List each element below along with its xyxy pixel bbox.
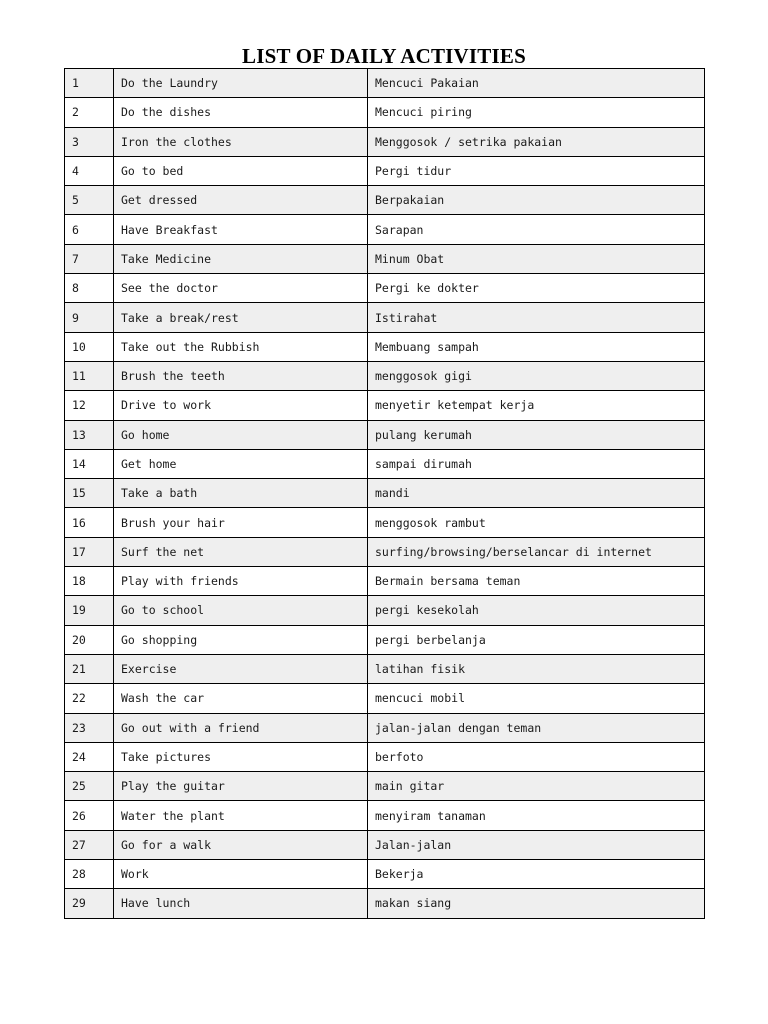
row-number-cell: 21	[65, 654, 114, 683]
indonesian-translation-cell: Jalan-jalan	[368, 830, 705, 859]
table-row	[65, 98, 705, 127]
activities-table-body	[65, 69, 705, 919]
table-row	[65, 449, 705, 478]
page-title: LIST OF DAILY ACTIVITIES	[242, 44, 526, 68]
indonesian-translation-cell: sampai dirumah	[368, 449, 705, 478]
indonesian-translation-cell: main gitar	[368, 772, 705, 801]
indonesian-translation-cell: surfing/browsing/berselancar di internet	[368, 537, 705, 566]
row-number-cell: 22	[65, 684, 114, 713]
table-row	[65, 684, 705, 713]
indonesian-translation-cell: Sarapan	[368, 215, 705, 244]
indonesian-translation-cell: mandi	[368, 479, 705, 508]
row-number-cell: 3	[65, 127, 114, 156]
row-number-cell: 4	[65, 156, 114, 185]
indonesian-translation-cell: pergi berbelanja	[368, 625, 705, 654]
indonesian-translation-cell: Mencuci piring	[368, 98, 705, 127]
table-row	[65, 567, 705, 596]
table-row	[65, 215, 705, 244]
english-activity-cell: Go for a walk	[114, 830, 368, 859]
english-activity-cell: Go shopping	[114, 625, 368, 654]
indonesian-translation-cell: menyiram tanaman	[368, 801, 705, 830]
english-activity-cell: Take a bath	[114, 479, 368, 508]
row-number-cell: 16	[65, 508, 114, 537]
english-activity-cell: Work	[114, 860, 368, 889]
table-row	[65, 772, 705, 801]
row-number-cell: 12	[65, 391, 114, 420]
english-activity-cell: Play with friends	[114, 567, 368, 596]
table-row	[65, 303, 705, 332]
english-activity-cell: Brush your hair	[114, 508, 368, 537]
english-activity-cell: Surf the net	[114, 537, 368, 566]
table-row	[65, 654, 705, 683]
row-number-cell: 13	[65, 420, 114, 449]
english-activity-cell: Wash the car	[114, 684, 368, 713]
row-number-cell: 1	[65, 69, 114, 98]
indonesian-translation-cell: Pergi tidur	[368, 156, 705, 185]
english-activity-cell: Drive to work	[114, 391, 368, 420]
table-row	[65, 860, 705, 889]
table-row	[65, 127, 705, 156]
row-number-cell: 26	[65, 801, 114, 830]
indonesian-translation-cell: berfoto	[368, 742, 705, 771]
row-number-cell: 18	[65, 567, 114, 596]
table-row	[65, 830, 705, 859]
row-number-cell: 10	[65, 332, 114, 361]
english-activity-cell: Take Medicine	[114, 244, 368, 273]
english-activity-cell: Take pictures	[114, 742, 368, 771]
row-number-cell: 5	[65, 186, 114, 215]
english-activity-cell: Get dressed	[114, 186, 368, 215]
row-number-cell: 14	[65, 449, 114, 478]
english-activity-cell: Have lunch	[114, 889, 368, 918]
indonesian-translation-cell: mencuci mobil	[368, 684, 705, 713]
indonesian-translation-cell: Membuang sampah	[368, 332, 705, 361]
indonesian-translation-cell: Istirahat	[368, 303, 705, 332]
english-activity-cell: Take a break/rest	[114, 303, 368, 332]
indonesian-translation-cell: Mencuci Pakaian	[368, 69, 705, 98]
row-number-cell: 6	[65, 215, 114, 244]
indonesian-translation-cell: pulang kerumah	[368, 420, 705, 449]
row-number-cell: 25	[65, 772, 114, 801]
english-activity-cell: Exercise	[114, 654, 368, 683]
table-row	[65, 274, 705, 303]
table-row	[65, 156, 705, 185]
english-activity-cell: Have Breakfast	[114, 215, 368, 244]
table-row	[65, 479, 705, 508]
indonesian-translation-cell: latihan fisik	[368, 654, 705, 683]
english-activity-cell: Take out the Rubbish	[114, 332, 368, 361]
indonesian-translation-cell: Menggosok / setrika pakaian	[368, 127, 705, 156]
table-row	[65, 186, 705, 215]
table-row	[65, 713, 705, 742]
table-row	[65, 69, 705, 98]
english-activity-cell: See the doctor	[114, 274, 368, 303]
indonesian-translation-cell: menggosok gigi	[368, 361, 705, 390]
indonesian-translation-cell: menyetir ketempat kerja	[368, 391, 705, 420]
indonesian-translation-cell: Bekerja	[368, 860, 705, 889]
indonesian-translation-cell: Bermain bersama teman	[368, 567, 705, 596]
english-activity-cell: Go to school	[114, 596, 368, 625]
english-activity-cell: Do the dishes	[114, 98, 368, 127]
row-number-cell: 9	[65, 303, 114, 332]
indonesian-translation-cell: menggosok rambut	[368, 508, 705, 537]
row-number-cell: 19	[65, 596, 114, 625]
table-row	[65, 391, 705, 420]
english-activity-cell: Go to bed	[114, 156, 368, 185]
activities-table	[64, 68, 705, 919]
table-row	[65, 801, 705, 830]
row-number-cell: 17	[65, 537, 114, 566]
english-activity-cell: Brush the teeth	[114, 361, 368, 390]
table-row	[65, 537, 705, 566]
table-row	[65, 596, 705, 625]
english-activity-cell: Do the Laundry	[114, 69, 368, 98]
english-activity-cell: Get home	[114, 449, 368, 478]
table-row	[65, 625, 705, 654]
english-activity-cell: Play the guitar	[114, 772, 368, 801]
table-row	[65, 361, 705, 390]
english-activity-cell: Iron the clothes	[114, 127, 368, 156]
indonesian-translation-cell: Pergi ke dokter	[368, 274, 705, 303]
table-row	[65, 332, 705, 361]
row-number-cell: 7	[65, 244, 114, 273]
table-row	[65, 889, 705, 918]
english-activity-cell: Go home	[114, 420, 368, 449]
english-activity-cell: Go out with a friend	[114, 713, 368, 742]
english-activity-cell: Water the plant	[114, 801, 368, 830]
table-row	[65, 420, 705, 449]
row-number-cell: 29	[65, 889, 114, 918]
row-number-cell: 27	[65, 830, 114, 859]
row-number-cell: 24	[65, 742, 114, 771]
indonesian-translation-cell: Minum Obat	[368, 244, 705, 273]
row-number-cell: 2	[65, 98, 114, 127]
indonesian-translation-cell: jalan-jalan dengan teman	[368, 713, 705, 742]
row-number-cell: 23	[65, 713, 114, 742]
indonesian-translation-cell: makan siang	[368, 889, 705, 918]
indonesian-translation-cell: Berpakaian	[368, 186, 705, 215]
table-row	[65, 244, 705, 273]
row-number-cell: 28	[65, 860, 114, 889]
row-number-cell: 20	[65, 625, 114, 654]
table-row	[65, 508, 705, 537]
row-number-cell: 8	[65, 274, 114, 303]
row-number-cell: 15	[65, 479, 114, 508]
table-row	[65, 742, 705, 771]
row-number-cell: 11	[65, 361, 114, 390]
indonesian-translation-cell: pergi kesekolah	[368, 596, 705, 625]
